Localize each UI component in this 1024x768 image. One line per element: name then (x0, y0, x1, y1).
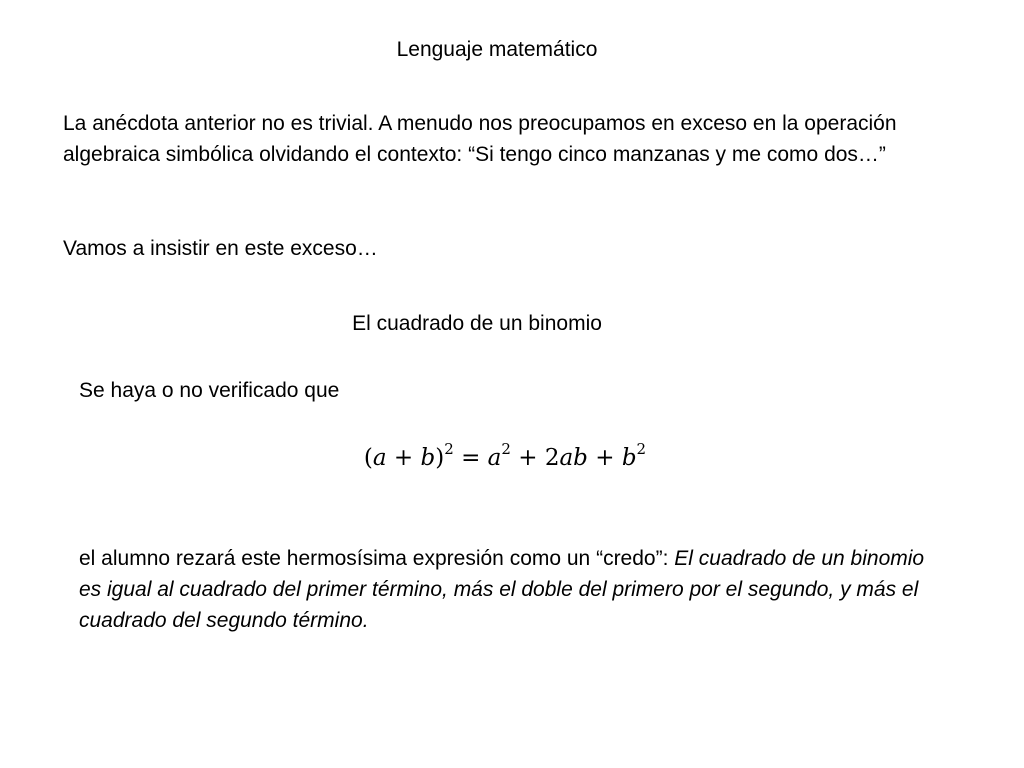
formula-plus: + (386, 445, 421, 471)
verification-paragraph: Se haya o no verificado que (79, 379, 340, 402)
formula-exponent: 2 (444, 440, 454, 459)
credo-paragraph (79, 543, 949, 636)
formula-exponent: 2 (636, 440, 647, 459)
formula-open-paren: ( (363, 445, 373, 471)
formula-equals: = (453, 445, 488, 471)
credo-italic-text: El cuadrado de un binomio es igual al cuadrado del primer término, más el doble del primero por el segundo, y más el cuadrado del segundo término. (79, 547, 925, 632)
formula-var-a-squared: a (487, 445, 502, 471)
formula-close-paren: ) (435, 445, 445, 471)
formula-plus-two: + 2 (510, 445, 560, 471)
formula-exponent: 2 (501, 440, 511, 459)
formula-var-a: a (372, 445, 387, 471)
section-subtitle: El cuadrado de un binomio (352, 312, 602, 335)
binomial-square-formula (0, 440, 1010, 471)
formula-var-ab: ab (559, 445, 588, 471)
formula-plus: + (587, 445, 622, 471)
slide-title: Lenguaje matemático (396, 38, 598, 61)
formula-var-b: b (420, 445, 436, 471)
insist-paragraph: Vamos a insistir en este exceso… (63, 237, 378, 260)
formula-var-b-squared: b (621, 445, 637, 471)
credo-intro-text: el alumno rezará este hermosísima expresión como un “credo”: (79, 547, 675, 570)
intro-paragraph: La anécdota anterior no es trivial. A menudo nos preocupamos en exceso en la operación algebraica simbólica olvidando el contexto: “Si tengo cinco manzanas y me como dos…” (63, 112, 897, 166)
